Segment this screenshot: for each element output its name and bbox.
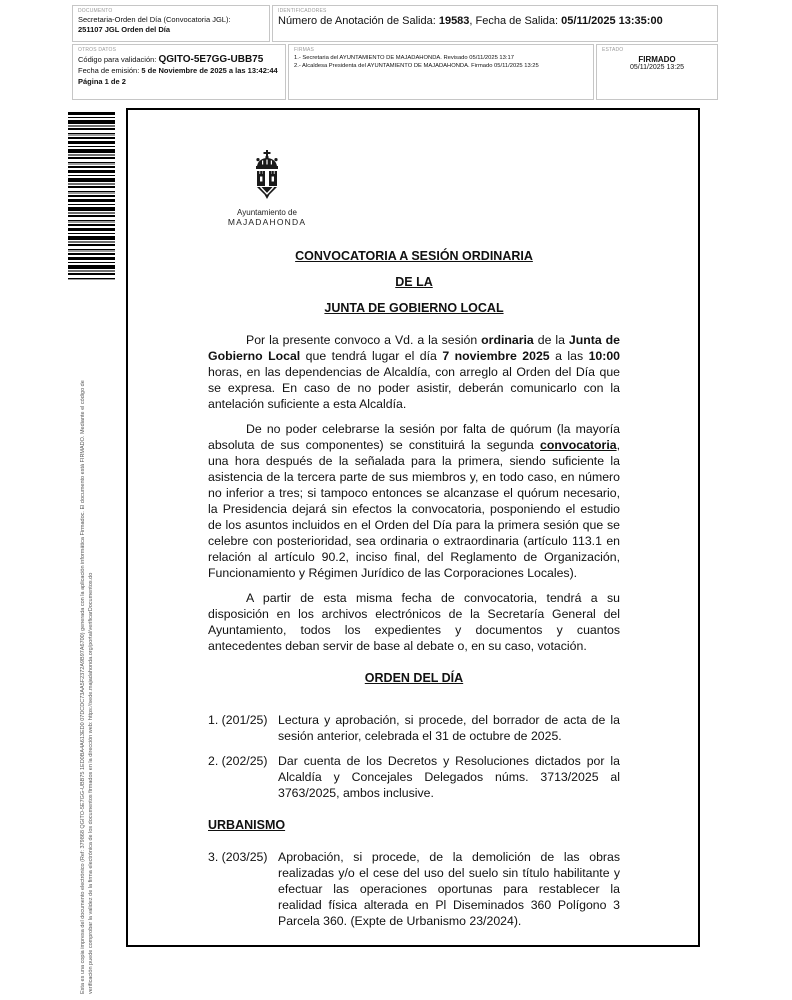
header-box-otros-datos bbox=[72, 44, 286, 100]
header-box-documento bbox=[72, 5, 270, 42]
identificadores-text: Número de Anotación de Salida: 19583, Fecha de Salida: 05/11/2025 13:35:00 bbox=[278, 15, 663, 27]
agenda-item-2-number: 2. (202/25) bbox=[208, 754, 268, 768]
estado-status: FIRMADO bbox=[638, 55, 676, 64]
logo-org-line-1: Ayuntamiento de bbox=[237, 208, 297, 217]
agenda-item-1-text: Lectura y aprobación, si procede, del borrador de acta de la sesión anterior, celebrada el 31 de octubre de 2025. bbox=[278, 713, 620, 743]
paragraph-convocation: Por la presente convoco a Vd. a la sesión ordinaria de la Junta de Gobierno Local que tendrá lugar el día 7 noviembre 2025 a las 10:00 horas, en las dependencias de Alcaldía, con arreglo al Orden del Día que se expresa. En caso de no poder asistir, deberán comunicarlo con la antelación suficiente a esta Alcaldía. bbox=[208, 333, 621, 411]
paragraph-archives: A partir de esta misma fecha de convocatoria, tendrá a su disposición en los archivos electrónicos de la Secretaría General del Ayuntamiento, todos los expedientes y documentos y cuantos antecedentes deban servir de base al debate o, en su caso, votación. bbox=[208, 591, 620, 653]
header-box-estado bbox=[596, 44, 718, 100]
firmas-label: FIRMAS bbox=[294, 47, 315, 53]
emission-date-line: Fecha de emisión: 5 de Noviembre de 2025 a las 13:42:44 bbox=[78, 66, 278, 75]
sidebar-vertical-legal-text bbox=[80, 294, 95, 994]
paragraph-quorum: De no poder celebrarse la sesión por falta de quórum (la mayoría absoluta de sus componentes) se constituirá la segunda convocatoria, una hora después de la señalada para la primera, siendo suficiente la asistencia de la tercera parte de sus miembros y, en todo caso, en número no inferior a tres; si tampoco entonces se alcanzase el quórum necesario, la Presidencia dejará sin efectos la convocatoria, posponiendo el estudio de los asuntos incluidos en el Orden del Día para la primera sesión que se celebre con posterioridad, sea ordinaria o extraordinaria (artículo 113.1 en relación al artículo 90.2, inciso final, del Reglamento de Organización, Funcionamiento y Régimen Jurídico de las Corporaciones Locales). bbox=[208, 422, 620, 580]
estado-label: ESTADO bbox=[602, 47, 624, 53]
logo-org-line-2: MAJADAHONDA bbox=[227, 217, 307, 227]
orden-del-dia-heading: ORDEN DEL DÍA bbox=[364, 671, 464, 685]
header-box-identificadores bbox=[272, 5, 718, 42]
firma-line-1: 1.- Secretaria del AYUNTAMIENTO DE MAJADAHONDA. Revisado 05/11/2025 13:17 bbox=[294, 55, 514, 61]
doc-title-line-2: DE LA bbox=[395, 275, 433, 289]
sidebar-legal-line-1: Esta es una copia impresa del documento electrónico (Ref: 379868 QGITO-5E7GG-UBB75 1ED0BA4A613ED0 07DCDC73AA5F2372A9B97A6700) generada con la aplicación informática Firmadoc. El documento está FIRMADO. Mediante el código de bbox=[80, 380, 86, 994]
doc-title-line-3: JUNTA DE GOBIERNO LOCAL bbox=[324, 301, 504, 315]
agenda-item-1-number: 1. (201/25) bbox=[208, 713, 268, 727]
documento-doc-name: 251107 JGL Orden del Día bbox=[78, 24, 170, 34]
urbanismo-section-heading: URBANISMO bbox=[208, 818, 286, 832]
document-page bbox=[126, 108, 700, 947]
header-box-firmas bbox=[288, 44, 594, 100]
documento-doc-type: Secretaria-Orden del Día (Convocatoria JGL): bbox=[78, 15, 231, 24]
agenda-item-3-text: Aprobación, si procede, de la demolición de las obras realizadas y/o el cese del uso del suelo sin título habilitante y efectuar las operaciones oportunas para restablecer la realidad física alterada en Pl Diseminados 360 Polígono 3 Parcela 360. (Expte de Urbanismo 23/2024). bbox=[278, 850, 620, 928]
firma-line-2: 2.- Alcaldesa Presidenta del AYUNTAMIENTO DE MAJADAHONDA. Firmado 05/11/2025 13:25 bbox=[294, 63, 539, 69]
municipality-logo bbox=[192, 150, 342, 227]
document-title bbox=[208, 248, 620, 316]
agenda-item-1 bbox=[208, 712, 620, 744]
doc-title-line-1: CONVOCATORIA A SESIÓN ORDINARIA bbox=[295, 249, 533, 263]
agenda-item-2 bbox=[208, 753, 620, 801]
otros-datos-label: OTROS DATOS bbox=[78, 47, 117, 53]
estado-date: 05/11/2025 13:25 bbox=[630, 64, 684, 71]
identificadores-label: IDENTIFICADORES bbox=[278, 8, 327, 14]
document-body bbox=[208, 248, 620, 929]
agenda-item-3-number: 3. (203/25) bbox=[208, 850, 268, 864]
barcode bbox=[68, 112, 115, 280]
coat-of-arms-icon bbox=[245, 187, 289, 204]
page-number-line: Página 1 de 2 bbox=[78, 77, 126, 86]
agenda-item-2-text: Dar cuenta de los Decretos y Resoluciones dictados por la Alcaldía y Concejales Delegados núms. 3713/2025 al 3763/2025, ambos inclusive. bbox=[278, 754, 620, 800]
agenda-item-3 bbox=[208, 849, 620, 929]
sidebar-legal-line-2: verificación puede comprobar la validez de la firma electrónica de los documentos firmados en la dirección web: https://sede.majadahonda.org/portal/verificarDocumentos.do bbox=[87, 572, 94, 994]
documento-label: DOCUMENTO bbox=[78, 8, 113, 14]
validation-code-line: Código para validación: QGITO-5E7GG-UBB75 bbox=[78, 54, 264, 65]
